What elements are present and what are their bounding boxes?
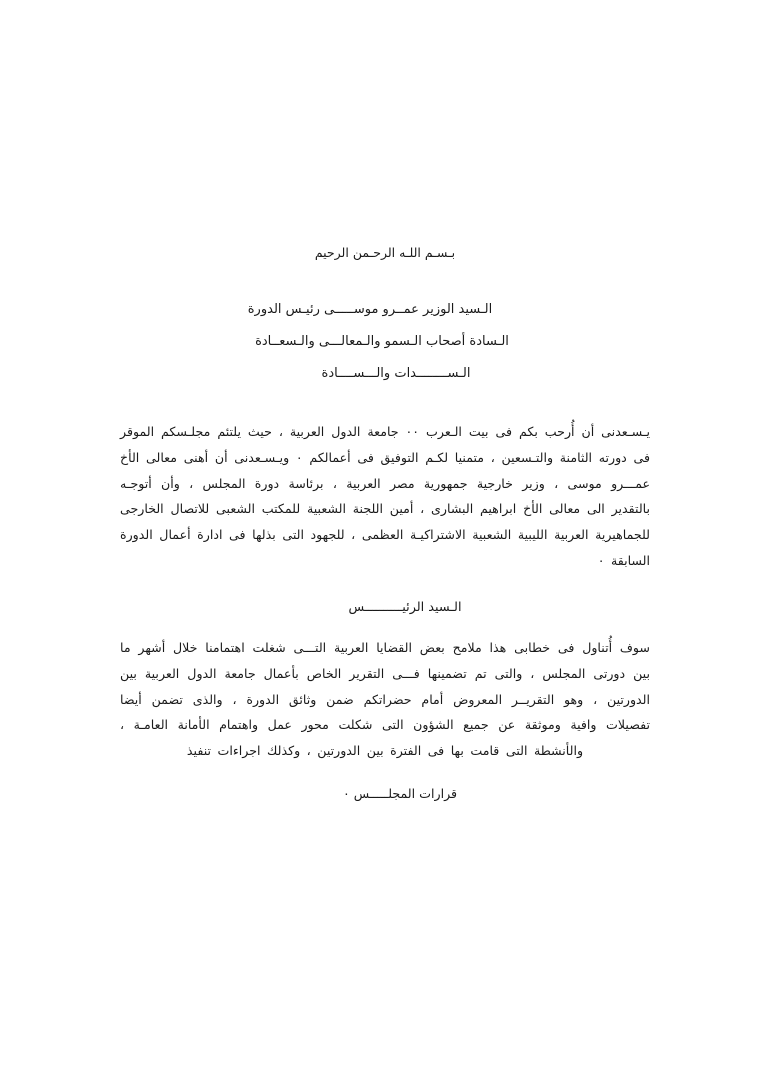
salutation-line-3: الـســــــــدات والـــســــادة [321, 366, 471, 381]
paragraph-speech-scope: سوف أُتناول فى خطابى هذا ملامح بعض القضايا العربية التـــى شغلت اهتمامنا خلال أشهر ما بين دورتى المجلس ، والتى تم تضمينها فـــى التقرير الخاص بأعمال جامعة الدول العربية بين الدورتين ، وهو التقريــر المعروض أمام حضراتكم ضمن وثائق الدورة ، والذى تضمن أيضا تفصيلات وافية وموثقة عن جميع الشؤون التى شكلت محور عمل واهتمام الأمانة العامـة ، والأنشطة التى قامت بها فى الفترة بين الدورتين ، وكذلك اجراءات تنفيذ [120, 639, 650, 759]
salutation-block [120, 302, 650, 381]
document-body [120, 245, 650, 801]
paragraph-speech-scope-tail: قرارات المجلـــــس ٠ [342, 785, 458, 801]
salutation-line-2: الـسادة أصحاب الـسمو والـمعالـــى والـسعــادة [255, 334, 509, 349]
paragraph-welcome: يـسـعدنى أن أُرحب بكم فى بيت الـعرب ٠٠ جامعة الدول العربية ، حيث يلتئم مجلـسكم الموقر فى دورته الثامنة والتـسعين ، متمنيا لكـم التوفيق فى أعمالكم ٠ ويـسـعدنى أن أهنى معالى الأخ عمـــرو موسى ، وزير خارجية جمهورية مصر العربية ، برئاسة دورة المجلس ، وأن أتوجـه بالتقدير الى معالى الأخ ابراهيم البشارى ، أمين اللجنة الشعبية للمكتب الشعبى للاتصال الخارجى للجماهيرية العربية الليبية الشعبية الاشتراكيـة العظمى ، للجهود التى بذلها فى ادارة أعمال الدورة السابقة ٠ [120, 424, 650, 569]
addressee-line: الـسيد الرئيــــــــــس [348, 599, 462, 615]
salutation-line-1: الـسيد الوزير عمــرو موســـــى رئيـس الدورة [247, 302, 493, 317]
basmala-line: بـسـم اللـه الرحـمن الرحيم [314, 245, 456, 260]
